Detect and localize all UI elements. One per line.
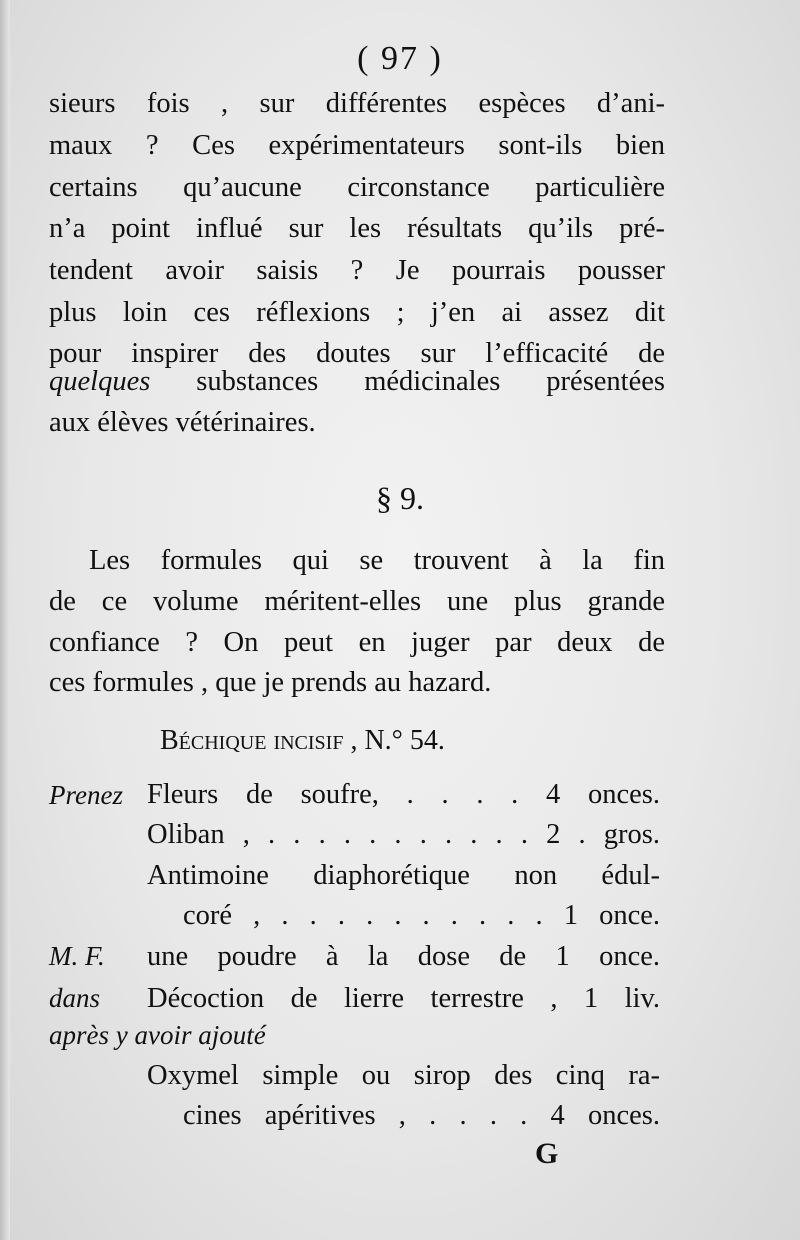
section-heading: § 9. bbox=[376, 480, 424, 516]
prenez-label: Prenez bbox=[49, 780, 123, 810]
page-edge bbox=[0, 0, 10, 1240]
text-line: sieurs fois , sur différentes espèces d’ani- bbox=[49, 88, 665, 119]
text-rest: substances médicinales présentées bbox=[150, 366, 665, 397]
text-line: ces formules , que je prends au hazard. bbox=[49, 667, 492, 698]
dans-label: dans bbox=[49, 983, 101, 1013]
apres-label: après y avoir ajouté bbox=[49, 1020, 266, 1050]
italic-word: quelques bbox=[49, 366, 151, 397]
text-line: de ce volume méritent-elles une plus grande bbox=[49, 586, 665, 617]
ingredient-line: Oliban , . . . . . . . . . . . 2 . gros. bbox=[147, 819, 660, 850]
recipe-title bbox=[160, 725, 445, 757]
text-line: confiance ? On peut en juger par deux de bbox=[49, 627, 665, 658]
ingredient-line: Antimoine diaphorétique non édul- bbox=[147, 860, 660, 891]
text-line: n’a point influé sur les résultats qu’ils pré- bbox=[49, 213, 665, 244]
text-line-italic bbox=[49, 366, 665, 398]
text-line: plus loin ces réflexions ; j’en ai assez dit bbox=[49, 297, 665, 328]
recipe-name: Béchique incisif , bbox=[160, 725, 358, 756]
page-number: ( 97 ) bbox=[357, 40, 443, 77]
mf-line: une poudre à la dose de 1 once. bbox=[147, 941, 660, 972]
text-line: aux élèves vétérinaires. bbox=[49, 407, 316, 438]
oxymel-line: Oxymel simple ou sirop des cinq ra- bbox=[147, 1060, 660, 1091]
text-line: Les formules qui se trouvent à la fin bbox=[89, 545, 665, 576]
text-line: pour inspirer des doutes sur l’efficacité de bbox=[49, 338, 665, 369]
text-line: tendent avoir saisis ? Je pourrais pousser bbox=[49, 255, 665, 286]
recipe-number: N.° 54. bbox=[357, 725, 445, 756]
ingredient-line: Fleurs de soufre, . . . . 4 onces. bbox=[147, 779, 660, 810]
ingredient-line: coré , . . . . . . . . . . 1 once. bbox=[183, 900, 660, 931]
signature-mark: G bbox=[535, 1137, 559, 1170]
oxymel-line: cines apéritives , . . . . 4 onces. bbox=[183, 1100, 660, 1131]
text-line: maux ? Ces expérimentateurs sont-ils bien bbox=[49, 130, 665, 161]
text-line: certains qu’aucune circonstance particulière bbox=[49, 172, 665, 203]
dans-line: Décoction de lierre terrestre , 1 liv. bbox=[147, 983, 660, 1014]
mf-label: M. F. bbox=[49, 941, 105, 971]
